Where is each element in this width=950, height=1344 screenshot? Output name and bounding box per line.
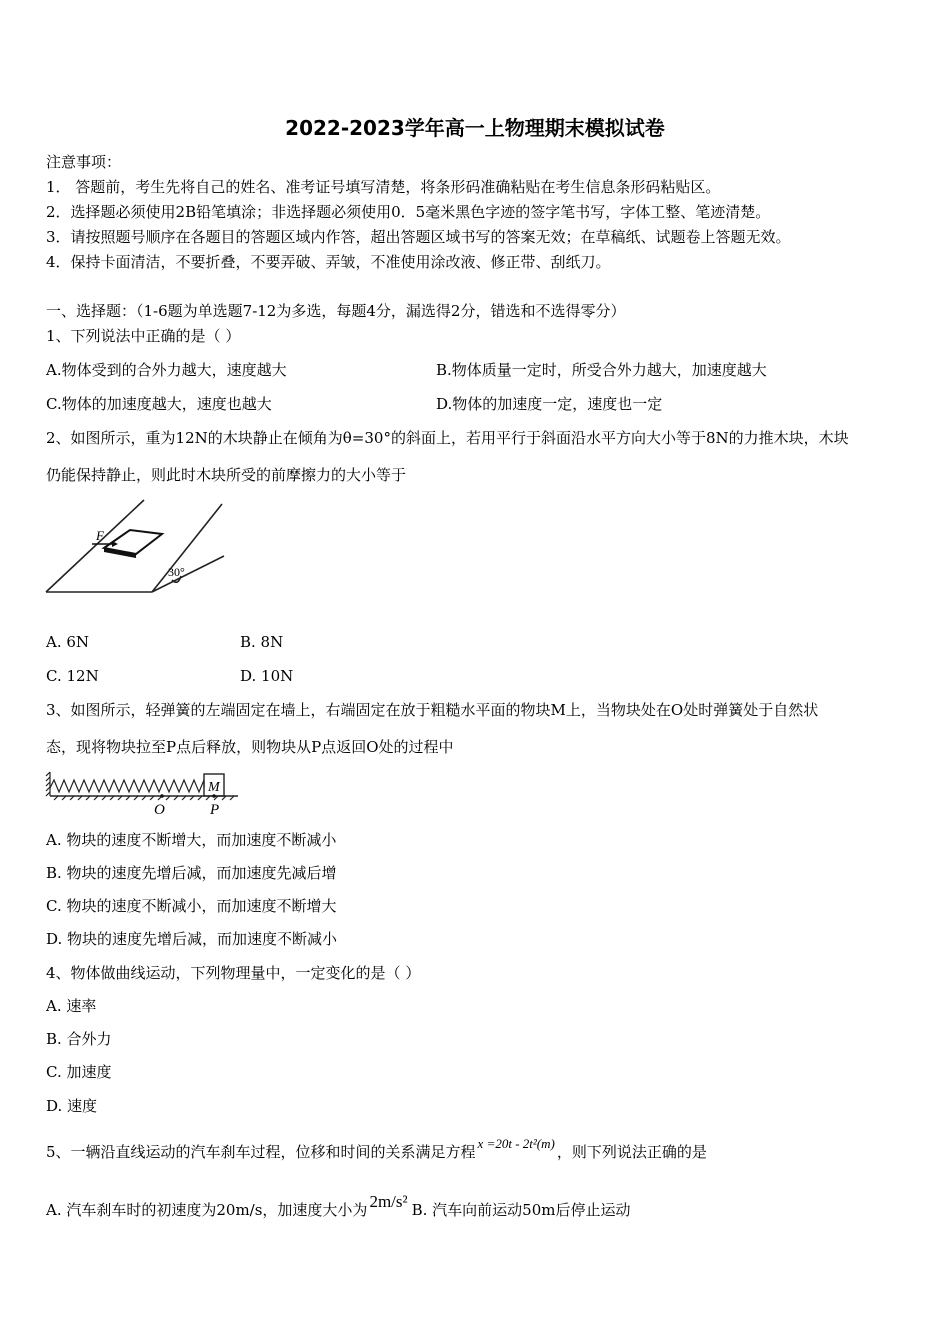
q4-option-c: C. 加速度 (46, 1063, 112, 1081)
q3-option-d: D. 物块的速度先增后减，而加速度不断减小 (46, 930, 338, 948)
q1-option-b: B.物体质量一定时，所受合外力越大，加速度越大 (436, 361, 767, 379)
q5-option-a-unit: 2m/s² (369, 1192, 408, 1211)
q4-stem: 4、物体做曲线运动，下列物理量中，一定变化的是（ ） (46, 964, 421, 982)
notice-item-2: 2．选择题必须使用2B铅笔填涂；非选择题必须使用0．5毫米黑色字迹的签字笔书写，字体工整、笔迹清楚。 (46, 203, 771, 221)
q5-options (46, 1192, 631, 1220)
spring-diagram (44, 768, 240, 820)
q5-stem (46, 1136, 707, 1163)
angle-label: 30° (168, 565, 185, 579)
notice-item-3: 3．请按照题号顺序在各题目的答题区域内作答，超出答题区域书写的答案无效；在草稿纸、试题卷上答题无效。 (46, 228, 791, 246)
q1-option-c: C.物体的加速度越大，速度也越大 (46, 395, 272, 413)
point-o-label: O (154, 802, 165, 818)
q3-option-c: C. 物块的速度不断减小，而加速度不断增大 (46, 897, 337, 915)
q5-option-a: A. 汽车刹车时的初速度为20m/s，加速度大小为 (46, 1201, 368, 1219)
block-label: M (208, 780, 220, 795)
q3-option-a: A. 物块的速度不断增大，而加速度不断减小 (46, 831, 337, 849)
q1-option-d: D.物体的加速度一定，速度也一定 (436, 395, 663, 413)
force-label: F (96, 528, 104, 543)
q3-stem-line1: 3、如图所示，轻弹簧的左端固定在墙上，右端固定在放于粗糙水平面的物块M上，当物块处在O处时弹簧处于自然状 (46, 701, 819, 719)
q5-stem-pre: 5、一辆沿直线运动的汽车刹车过程，位移和时间的关系满足方程 (46, 1143, 476, 1161)
q4-option-a: A. 速率 (46, 997, 97, 1015)
q4-option-b: B. 合外力 (46, 1030, 112, 1048)
q5-formula: x =20t - 2t²(m) (477, 1136, 555, 1151)
notice-item-4: 4．保持卡面清洁，不要折叠，不要弄破、弄皱，不准使用涂改液、修正带、刮纸刀。 (46, 253, 611, 271)
page-title: 2022-2023学年高一上物理期末模拟试卷 (285, 116, 665, 140)
q3-stem-line2: 态，现将物块拉至P点后释放，则物块从P点返回O处的过程中 (46, 738, 454, 756)
q5-option-b: B. 汽车向前运动50m后停止运动 (411, 1201, 631, 1219)
point-p-label: P (210, 802, 220, 818)
q3-option-b: B. 物块的速度先增后减，而加速度先减后增 (46, 864, 337, 882)
section-heading: 一、选择题：（1-6题为单选题7-12为多选，每题4分，漏选得2分，错选和不选得零分） (46, 302, 626, 320)
q4-option-d: D. 速度 (46, 1097, 98, 1115)
q2-option-a: A. 6N (46, 633, 90, 651)
q2-stem-line1: 2、如图所示，重为12N的木块静止在倾角为θ=30°的斜面上，若用平行于斜面沿水平方向大小等于8N的力推木块，木块 (46, 429, 849, 447)
q2-stem-line2: 仍能保持静止，则此时木块所受的前摩擦力的大小等于 (46, 466, 407, 484)
q2-option-c: C. 12N (46, 667, 99, 685)
q5-stem-post: ，则下列说法正确的是 (556, 1143, 707, 1161)
q2-option-d: D. 10N (240, 667, 294, 685)
q1-option-a: A.物体受到的合外力越大，速度越大 (46, 361, 287, 379)
incline-diagram (44, 496, 226, 598)
notice-item-1: 1． 答题前，考生先将自己的姓名、准考证号填写清楚，将条形码准确粘贴在考生信息条形码粘贴区。 (46, 178, 721, 196)
notice-heading: 注意事项： (46, 153, 122, 171)
q2-option-b: B. 8N (240, 633, 284, 651)
q1-stem: 1、下列说法中正确的是（ ） (46, 327, 241, 345)
